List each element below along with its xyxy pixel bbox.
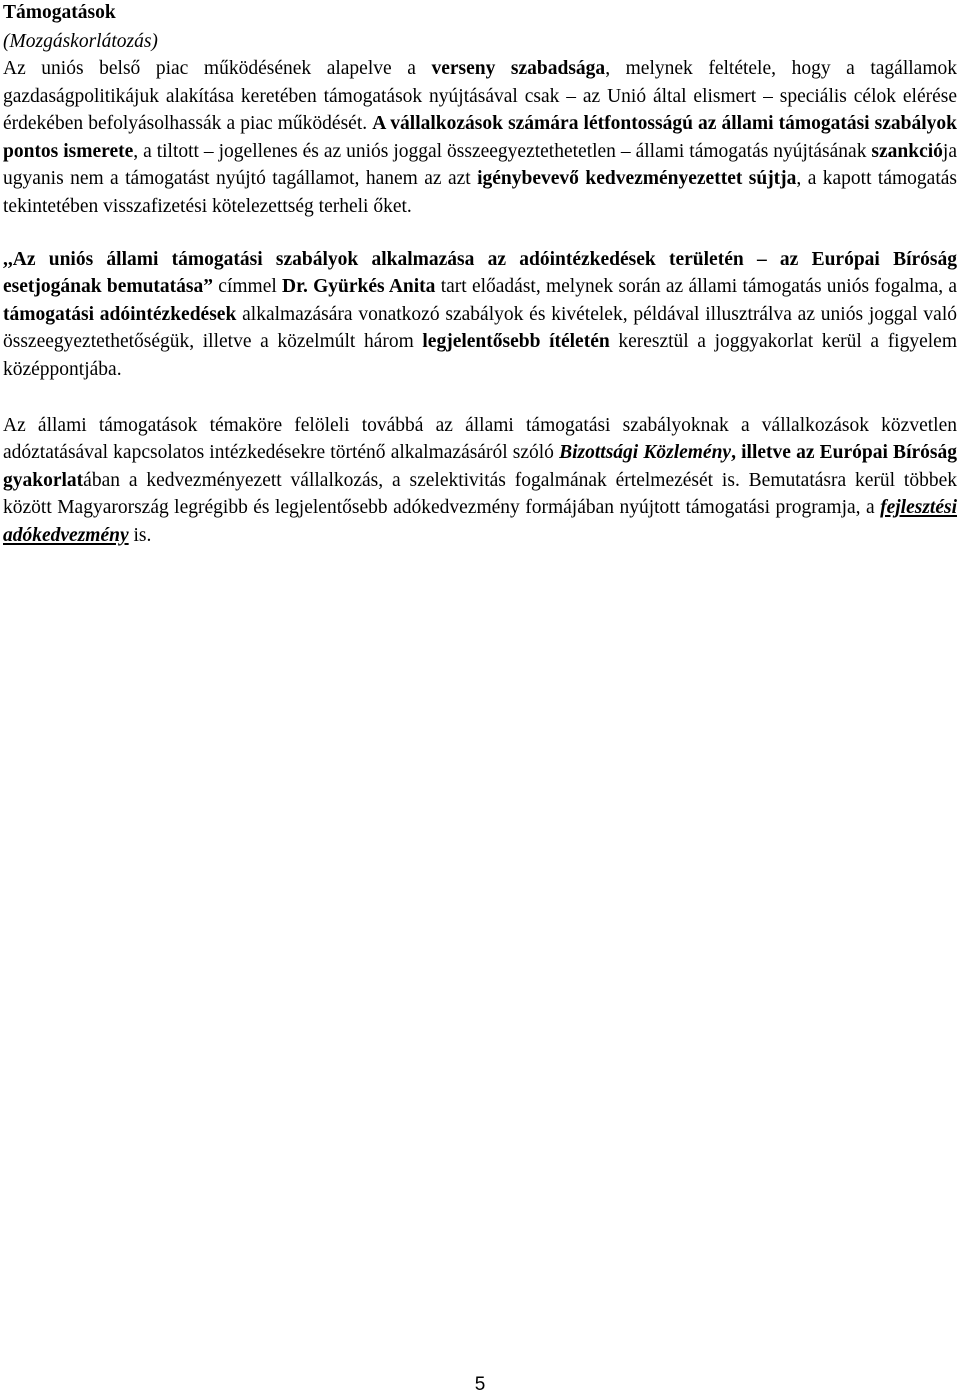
- text-run: igénybevevő kedvezményezettet sújtja: [477, 168, 797, 190]
- text-run: verseny szabadsága: [431, 58, 606, 79]
- text-run: címmel: [213, 276, 283, 298]
- text-run: ja ugyanis nem a támogatást nyújtó tagállamot, hanem az azt: [3, 140, 957, 190]
- text-run: is.: [128, 524, 152, 546]
- text-run: legjelentősebb ítéletén: [422, 331, 610, 353]
- text-run: , melynek feltétele, hogy a tagállamok gazdaságpolitikájuk alakítása keretében támogatások nyújtásával csak – az Unió által elismert – speciális célok elérése érdekében befolyásolhassák a piac működését.: [3, 58, 957, 135]
- text-run: Dr. Gyürkés Anita: [282, 276, 436, 298]
- section-subtitle: (Mozgáskorlátozás): [3, 31, 158, 52]
- text-run: ában a kedvezményezett vállalkozás, a szelektivitás fogalmának értelmezését is. Bemutatásra kerül többek között Magyarország legrégibb és legjelentősebb adókedvezmény formájában nyújtott támogatási programja, a: [3, 469, 957, 519]
- text-run: Az uniós belső piac működésének alapelve a: [3, 58, 432, 79]
- text-run: , a kapott támogatás tekintetében visszafizetési kötelezettség terheli őket.: [3, 168, 957, 217]
- text-run: Az állami támogatások témaköre felöleli továbbá az állami támogatási szabályoknak a vállalkozások közvetlen adóztatásával kapcsolatos intézkedésekre történő alkalmazásáról szóló: [3, 414, 957, 464]
- text-run: tart előadást, melynek során az állami támogatás uniós fogalma, a: [435, 276, 958, 298]
- text-run: fejlesztési adókedvezmény: [3, 497, 957, 546]
- text-run: keresztül a joggyakorlat kerül a figyelem középpontjába.: [3, 331, 957, 380]
- section-title: Támogatások: [3, 2, 116, 23]
- text-run: Bizottsági Közlemény: [559, 442, 732, 464]
- text-run: ,,Az uniós állami támogatási szabályok alkalmazása az adóintézkedések területén – az Európai Bíróság esetjogának bemutatása”: [3, 248, 957, 298]
- paragraph-intro: [3, 55, 957, 221]
- text-run: A vállalkozások számára létfontosságú az állami támogatási szabályok pontos ismerete: [3, 113, 958, 162]
- document-page: [3, 0, 957, 550]
- page-number: 5: [474, 1374, 486, 1395]
- paragraph-lecture: [3, 246, 957, 384]
- text-run: alkalmazására vonatkozó szabályok és kivételek, példával illusztrálva az uniós joggal való összeegyeztethetőségük, illetve a közelmúlt három: [3, 303, 957, 353]
- text-run: , a tiltott – jogellenes és az uniós joggal összeegyeztethetetlen – állami támogatás nyújtásának: [133, 140, 872, 162]
- text-run: , illetve az Európai Bíróság gyakorlat: [3, 442, 957, 491]
- text-run: szankció: [871, 140, 943, 162]
- paragraph-topics: [3, 412, 957, 550]
- text-run: támogatási adóintézkedések: [3, 303, 237, 325]
